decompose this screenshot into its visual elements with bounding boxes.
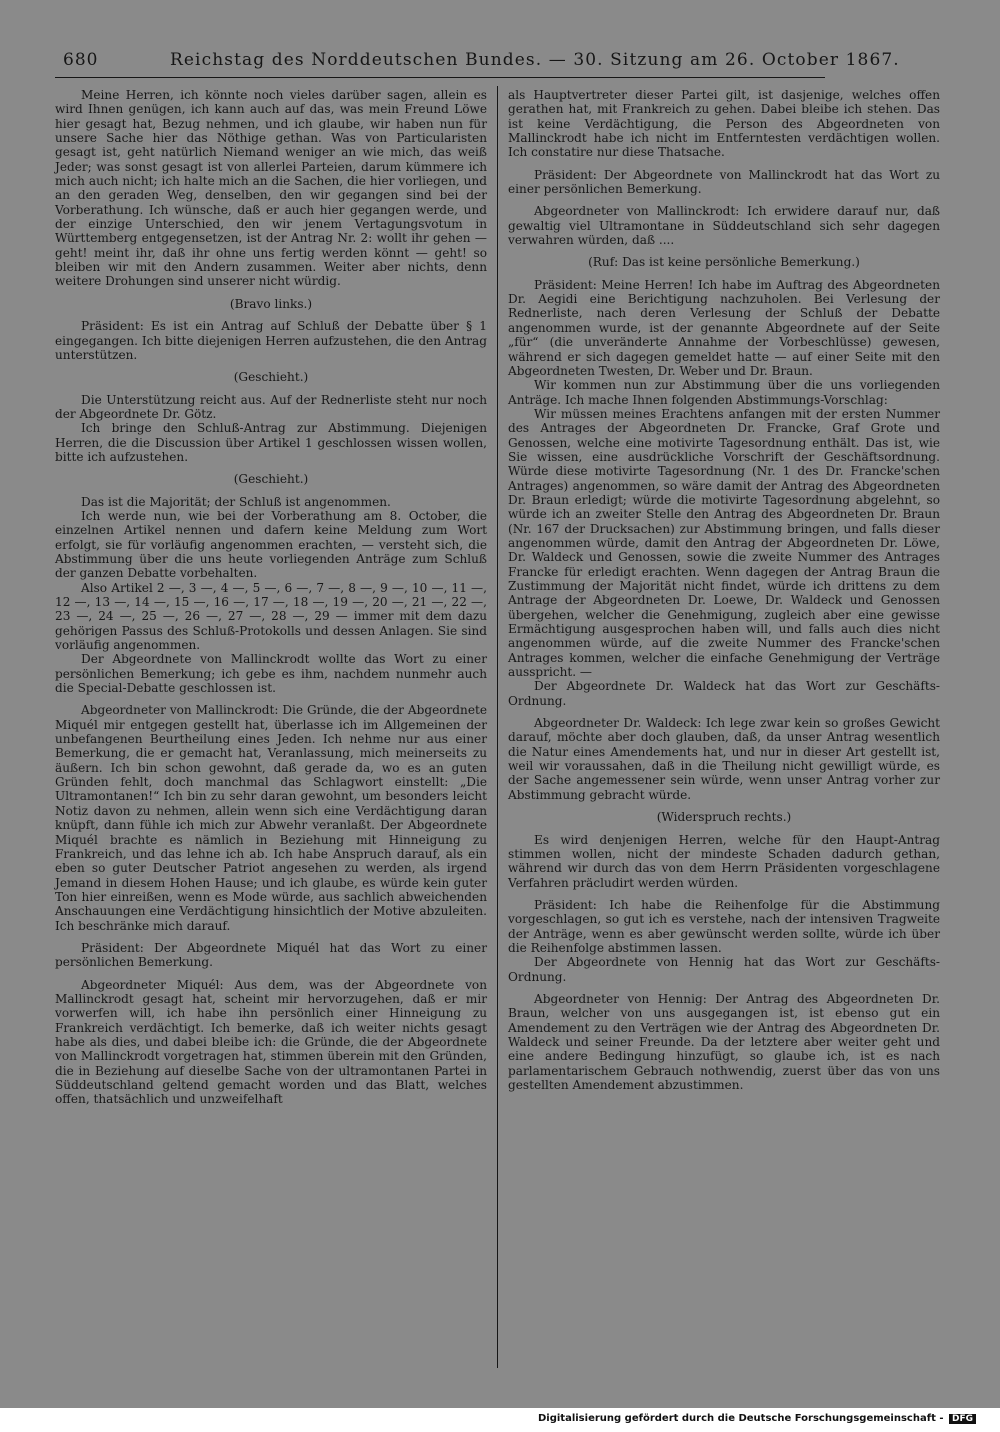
stage-direction: (Widerspruch rechts.): [656, 810, 792, 825]
paragraph: Präsident: Meine Herren! Ich habe im Auftrag des Abgeordneten Dr. Aegidi eine Berichtigung nachzuholen. Bei Verlesung der Rednerliste, nach deren Verlesung der Schluß der Debatte angenommen wurde, ist der genannte Abgeordnete auf der Seite „für“ (die unveränderte Annahme der Vorbeschlüsse) gewesen, während er sich dagegen gemeldet hatte — auf einer Seite mit den Abgeordneten Twesten, Dr. Weber und Dr. Braun.: [508, 277, 940, 378]
right-column: [508, 88, 940, 1092]
header-rule: [55, 77, 825, 78]
paragraph: Der Abgeordnete von Mallinckrodt wollte das Wort zu einer persönlichen Bemerkung; ich gebe es ihm, nachdem nunmehr auch die Special-Debatte geschlossen ist.: [55, 652, 487, 696]
paragraph: als Hauptvertreter dieser Partei gilt, ist dasjenige, welches offen gerathen hat, mit Frankreich zu gehen. Dabei bleibe ich stehen. Das ist keine Verdächtigung, die Person des Abgeordneten von Mallinckrodt habe ich nicht im Entferntesten verdächtigen wollen. Ich constatire nur diese Thatsache.: [508, 88, 940, 160]
stage-direction: (Ruf: Das ist keine persönliche Bemerkung.): [588, 255, 860, 270]
dfg-logo: DFG: [949, 1414, 976, 1424]
paragraph: Abgeordneter Miquél: Aus dem, was der Abgeordnete von Mallinckrodt gesagt hat, scheint mir hervorzugehen, daß er mir vorwerfen will, ich habe ihn persönlich einer Hinneigung zu Frankreich verdächtigt. Ich bemerke, daß ich weiter nichts gesagt habe als dies, und dabei bleibe ich: die Gründe, die der Abgeordnete von Mallinckrodt vorgetragen hat, stimmen überein mit den Gründen, die in Beziehung auf dieselbe Sache von der ultramontanen Partei in Süddeutschland geltend gemacht worden und das Blatt, welches offen, thatsächlich und unzweifelhaft: [55, 977, 487, 1107]
paragraph: Der Abgeordnete Dr. Waldeck hat das Wort zur Geschäfts-Ordnung.: [508, 679, 940, 708]
paragraph: Ich werde nun, wie bei der Vorberathung am 8. October, die einzelnen Artikel nennen und dafern keine Meldung zum Wort erfolgt, sie für vorläufig angenommen erachten, — versteht sich, die Abstimmung über die uns heute vorliegenden Anträge zum Schluß der ganzen Debatte vorbehalten.: [55, 508, 487, 581]
footer-credit: [538, 1413, 976, 1424]
paragraph: Die Unterstützung reicht aus. Auf der Rednerliste steht nur noch der Abgeordnete Dr. Götz.: [55, 392, 487, 421]
paragraph: Abgeordneter von Mallinckrodt: Ich erwidere darauf nur, daß gewaltig viel Ultramontane in Süddeutschland sich sehr dagegen verwahren würden, daß ....: [508, 204, 940, 248]
paragraph: Das ist die Majorität; der Schluß ist angenommen.: [81, 494, 391, 509]
left-column: [55, 88, 487, 1107]
paragraph: Meine Herren, ich könnte noch vieles darüber sagen, allein es wird Ihnen genügen, ich kann auch auf das, was mein Freund Löwe hier gesagt hat, Bezug nehmen, und ich glaube, wir haben nun für unsere Sache hier das Nöthige gethan. Was von Particularisten gesagt ist, geht natürlich Niemand weniger an wie mich, das weiß Jeder; was sonst gesagt ist von allerlei Parteien, darum kümmere ich mich auch nicht; ich halte mich an die Sachen, die hier vorliegen, und an den geraden Weg, denselben, den wir gegangen sind bei der Vorberathung. Ich wünsche, daß er auch hier gegangen werde, und der einzige Unterschied, den wir jenem Vertagungsvotum in Württemberg entgegensetzen, ist der Antrag Nr. 2: wollt ihr gehen — geht! meint ihr, daß ihr ohne uns fertig werden könnt — geht! so bleiben wir mit den Andern zusammen. Weiter aber nichts, denn weitere Drohungen sind unserer nicht würdig.: [55, 88, 487, 289]
paragraph: Wir kommen nun zur Abstimmung über die uns vorliegenden Anträge. Ich mache Ihnen folgenden Abstimmungs-Vorschlag:: [508, 378, 940, 407]
paragraph: Präsident: Der Abgeordnete von Mallinckrodt hat das Wort zu einer persönlichen Bemerkung.: [508, 167, 940, 197]
paragraph: Präsident: Der Abgeordnete Miquél hat das Wort zu einer persönlichen Bemerkung.: [55, 940, 487, 970]
paragraph: Also Artikel 2 —, 3 —, 4 —, 5 —, 6 —, 7 —, 8 —, 9 —, 10 —, 11 —, 12 —, 13 —, 14 —, 15 —, 16 —, 17 —, 18 —, 19 —, 20 —, 21 —, 22 —, 23 —, 24 —, 25 —, 26 —, 27 —, 28 —, 29 — immer mit dem dazu gehörigen Passus des Schluß-Protokolls und dessen Anlagen. Sie sind vorläufig angenommen.: [55, 580, 487, 653]
page-header: [55, 48, 970, 84]
paragraph: Präsident: Ich habe die Reihenfolge für die Abstimmung vorgeschlagen, so gut ich es verstehe, nach der intensiven Tragweite der Anträge, wenn es aber gewünscht werden sollte, würde ich über die Reihenfolge abstimmen lassen.: [508, 897, 940, 955]
stage-direction: (Geschieht.): [233, 472, 309, 487]
paragraph: Es wird denjenigen Herren, welche für den Haupt-Antrag stimmen wollen, nicht der mindeste Schaden dadurch gethan, während wir durch das von dem Herrn Präsidenten vorgeschlagene Verfahren präcludirt werden würden.: [508, 832, 940, 890]
paragraph: Abgeordneter Dr. Waldeck: Ich lege zwar kein so großes Gewicht darauf, möchte aber doch glauben, daß, da unser Antrag wesentlich die Natur eines Amendements hat, und nur in dieser Art gestellt ist, weil wir voraussahen, daß in die Theilung nicht gewilligt würde, es der Sache angemessener sein würde, wenn unser Antrag vorher zur Abstimmung gebracht würde.: [508, 716, 940, 802]
page-number: 680: [63, 50, 99, 70]
page-content: [55, 48, 970, 1368]
paragraph: Ich bringe den Schluß-Antrag zur Abstimmung. Diejenigen Herren, die die Discussion über Artikel 1 geschlossen wissen wollen, bitte ich aufzustehen.: [55, 421, 487, 464]
paragraph: Abgeordneter von Mallinckrodt: Die Gründe, die der Abgeordnete Miquél mir entgegen gestellt hat, überlasse ich im Allgemeinen der unbefangenen Beurtheilung eines Jeden. Ich nehme nur aus einer Bemerkung, die er gemacht hat, Veranlassung, mich meinerseits zu äußern. Ich bin schon gewohnt, daß gerade da, wo es an guten Gründen fehlt, doch manchmal das Schlagwort einstellt: „Die Ultramontanen!“ Ich bin zu sehr daran gewohnt, um besonders leicht Notiz davon zu nehmen, allein wenn sich eine Verdächtigung daran knüpft, dann fühle ich mich zur Abwehr veranlaßt. Der Abgeordnete Miquél brachte es nämlich in Beziehung mit Hinneigung zu Frankreich, und das lehne ich ab. Ich habe Anspruch darauf, als ein eben so guter Deutscher Patriot angesehen zu werden, als irgend Jemand in diesem Hohen Hause; und ich glaube, es würde kein guter Ton hier einreißen, wenn es Mode würde, aus sachlich abweichenden Anschauungen eine Verdächtigung hinsichtlich der Motive abzuleiten. Ich beschränke mich darauf.: [55, 703, 487, 933]
paragraph: Abgeordneter von Hennig: Der Antrag des Abgeordneten Dr. Braun, welcher von uns ausgegangen ist, ist ebenso gut ein Amendement zu den Verträgen wie der Antrag des Abgeordneten Dr. Waldeck und seiner Freunde. Da der letztere aber weiter geht und eine andere Bedingung hinzufügt, so glaube ich, ist es nach parlamentarischem Gebrauch nothwendig, zuerst über das von uns gestellten Amendement abzustimmen.: [508, 991, 940, 1092]
stage-direction: (Geschieht.): [233, 370, 309, 385]
stage-direction: (Bravo links.): [229, 296, 313, 311]
paragraph: Der Abgeordnete von Hennig hat das Wort zur Geschäfts-Ordnung.: [508, 955, 940, 984]
footer-text: Digitalisierung gefördert durch die Deutsche Forschungsgemeinschaft -: [537, 1413, 944, 1424]
paragraph: Wir müssen meines Erachtens anfangen mit der ersten Nummer des Antrages der Abgeordneten Dr. Francke, Graf Grote und Genossen, welche eine motivirte Tagesordnung enthält. Das ist, wie Sie wissen, eine ausdrückliche Vorschrift der Geschäftsordnung. Würde diese motivirte Tagesordnung (Nr. 1 des Dr. Francke'schen Antrages) angenommen, so wäre damit der Antrag des Abgeordneten Dr. Braun erledigt; würde die motivirte Tagesordnung abgelehnt, so würde ich an zweiter Stelle den Antrag des Abgeordneten Dr. Braun (Nr. 167 der Drucksachen) zur Abstimmung bringen, und falls dieser angenommen würde, damit den Antrag der Abgeordneten Dr. Löwe, Dr. Waldeck und Genossen, sowie die zweite Nummer des Antrages Francke für erledigt erachten. Wenn dagegen der Antrag Braun die Zustimmung der Majorität nicht findet, würde ich drittens zu dem Antrage der Abgeordneten Dr. Loewe, Dr. Waldeck und Genossen übergehen, welcher die Genehmigung, zugleich aber eine gewisse Ermächtigung ausgesprochen haben will, und falls auch dies nicht angenommen würde, auf die zweite Nummer des Francke'schen Antrages kommen, welcher die einfache Genehmigung der Verträge ausspricht. —: [508, 406, 940, 680]
column-divider: [497, 86, 498, 1368]
running-head: Reichstag des Norddeutschen Bundes. — 30. Sitzung am 26. October 1867.: [170, 50, 900, 70]
paragraph: Präsident: Es ist ein Antrag auf Schluß der Debatte über § 1 eingegangen. Ich bitte diejenigen Herren aufzustehen, die den Antrag unterstützen.: [55, 319, 487, 362]
